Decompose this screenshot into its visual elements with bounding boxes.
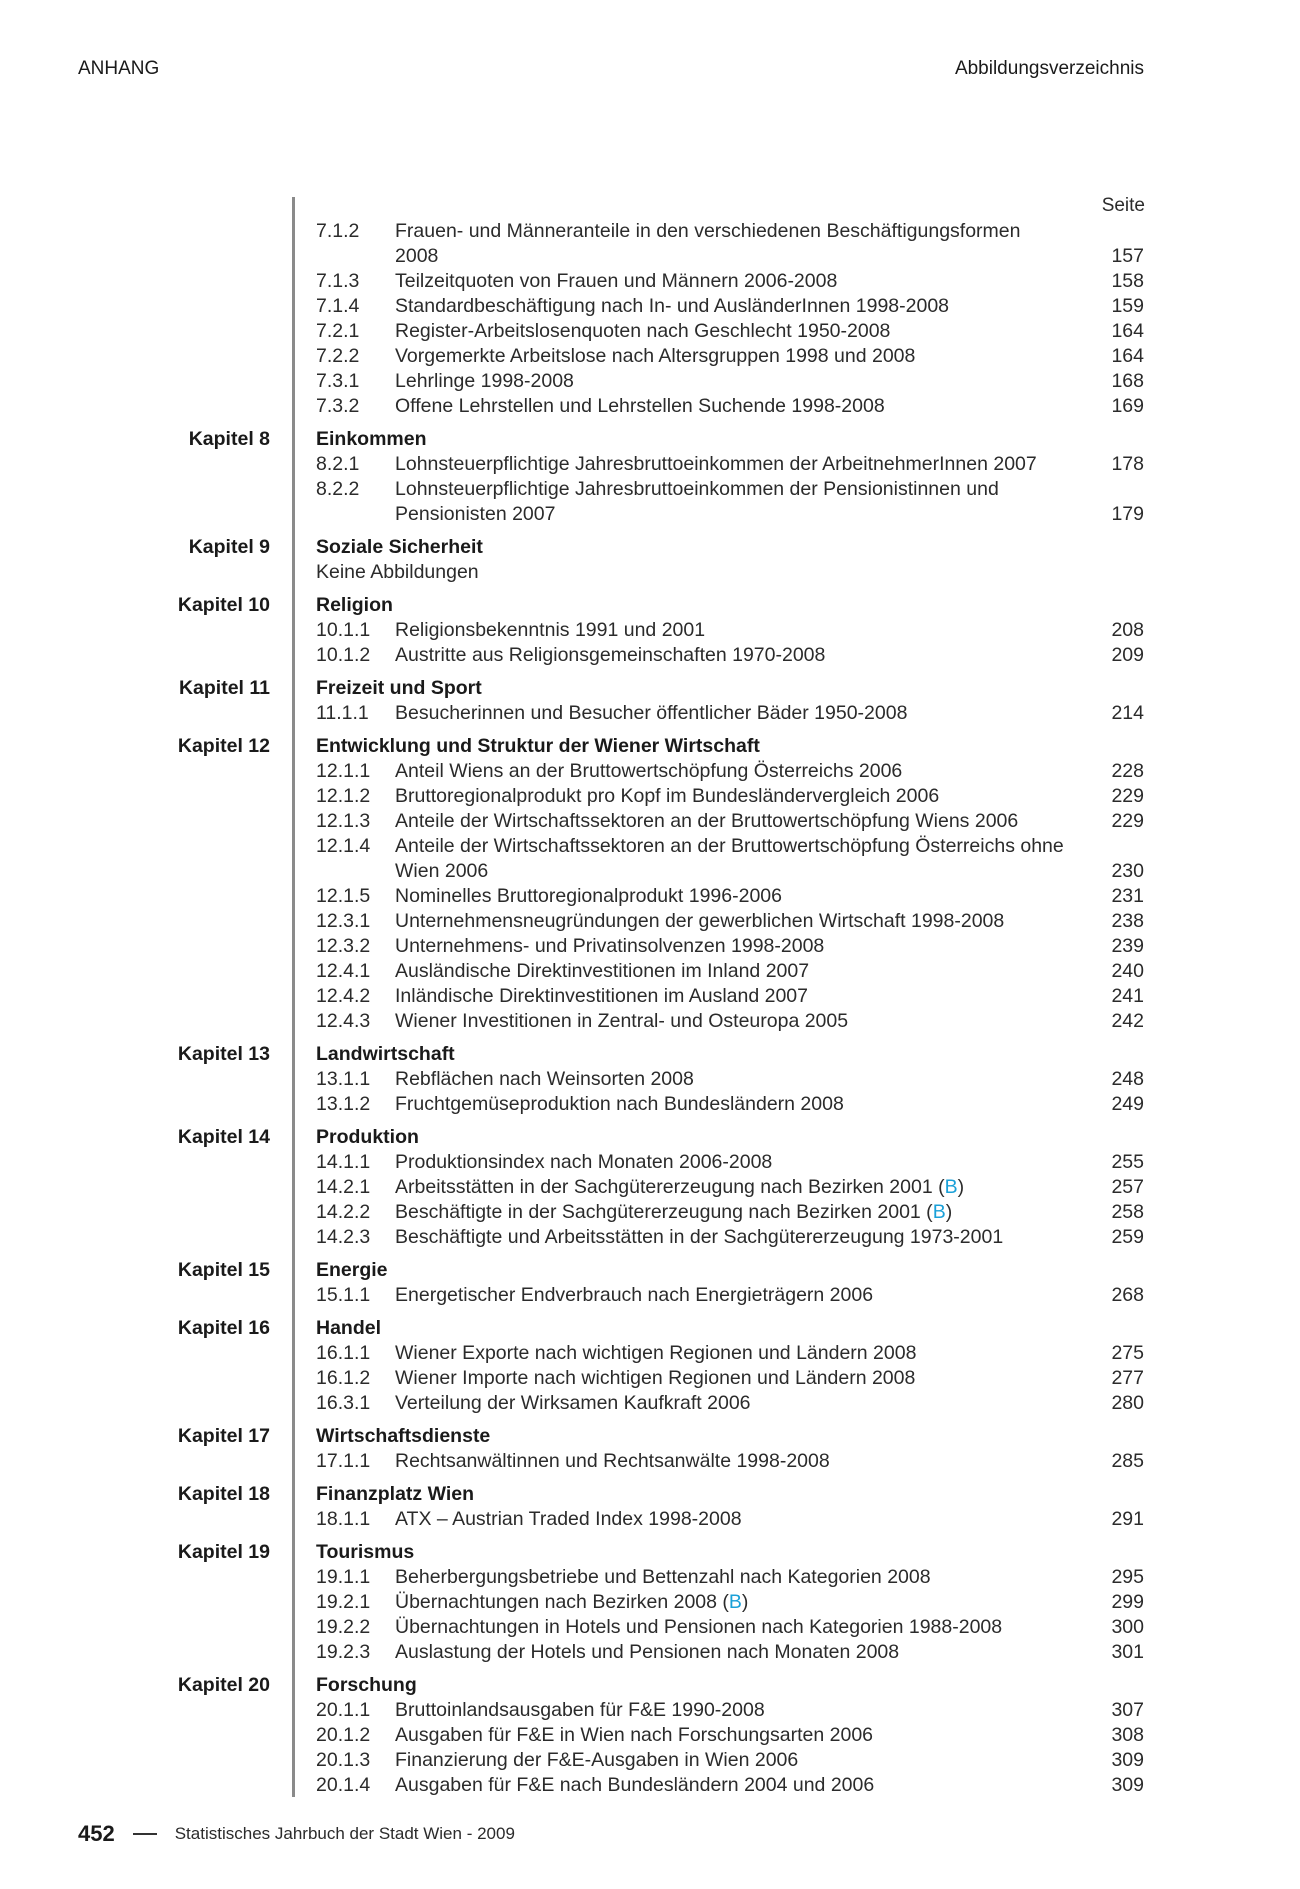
figure-title-suffix: ) bbox=[945, 1201, 953, 1223]
page-ref: 307 bbox=[1111, 1699, 1144, 1721]
figure-title bbox=[395, 1200, 1065, 1225]
figure-title bbox=[395, 219, 1065, 269]
figure-title-text: Vorgemerkte Arbeitslose nach Altersgruppen 1998 und 2008 bbox=[395, 345, 916, 367]
figure-title-text: Wiener Importe nach wichtigen Regionen und Ländern 2008 bbox=[395, 1367, 916, 1389]
chapter-label: Kapitel 10 bbox=[177, 594, 270, 616]
figure-title-text: Finanzierung der F&E-Ausgaben in Wien 2006 bbox=[395, 1749, 799, 1771]
figure-number: 10.1.2 bbox=[316, 644, 371, 666]
chapter-label: Kapitel 9 bbox=[188, 536, 270, 558]
figure-number: 12.4.1 bbox=[316, 960, 371, 982]
chapter-label: Kapitel 18 bbox=[177, 1483, 270, 1505]
figure-entry[interactable] bbox=[0, 759, 1300, 784]
figure-number: 14.2.3 bbox=[316, 1226, 371, 1248]
page-ref: 169 bbox=[1111, 395, 1144, 417]
figure-title-text: Beschäftigte in der Sachgütererzeugung nach Bezirken 2001 ( bbox=[395, 1201, 933, 1223]
figure-title bbox=[395, 1698, 1065, 1723]
figure-title bbox=[395, 1009, 1065, 1034]
figure-title bbox=[395, 809, 1065, 834]
figure-number: 12.1.1 bbox=[316, 760, 371, 782]
chapter-title: Soziale Sicherheit bbox=[316, 536, 483, 558]
chapter-title: Handel bbox=[316, 1317, 382, 1339]
page-ref: 239 bbox=[1111, 935, 1144, 957]
figure-title-text: Beschäftigte und Arbeitsstätten in der Sachgütererzeugung 1973-2001 bbox=[395, 1226, 1004, 1248]
figure-title-text: Austritte aus Religionsgemeinschaften 1970-2008 bbox=[395, 644, 826, 666]
figure-number: 10.1.1 bbox=[316, 619, 371, 641]
figure-number: 14.1.1 bbox=[316, 1151, 371, 1173]
page-ref: 257 bbox=[1111, 1176, 1144, 1198]
figure-number: 7.1.2 bbox=[316, 220, 360, 242]
chapter-section bbox=[0, 1482, 1300, 1532]
page-ref: 229 bbox=[1111, 785, 1144, 807]
figure-entry[interactable] bbox=[0, 219, 1300, 269]
chapter-title: Freizeit und Sport bbox=[316, 677, 482, 699]
figure-number: 12.3.1 bbox=[316, 910, 371, 932]
chapter-section bbox=[0, 427, 1300, 527]
map-marker-link[interactable]: B bbox=[932, 1201, 946, 1223]
figure-title bbox=[395, 1341, 1065, 1366]
figure-number: 7.2.1 bbox=[316, 320, 360, 342]
figure-entry[interactable] bbox=[0, 394, 1300, 419]
page-ref: 208 bbox=[1111, 619, 1144, 641]
figure-title-text: Bruttoinlandsausgaben für F&E 1990-2008 bbox=[395, 1699, 765, 1721]
chapter-label: Kapitel 8 bbox=[188, 428, 270, 450]
figure-entry[interactable] bbox=[0, 269, 1300, 294]
chapter-label: Kapitel 14 bbox=[177, 1126, 270, 1148]
chapter-section bbox=[0, 676, 1300, 726]
page-ref: 209 bbox=[1111, 644, 1144, 666]
figure-entry[interactable] bbox=[0, 618, 1300, 643]
figure-number: 12.1.4 bbox=[316, 835, 371, 857]
chapter-label: Kapitel 11 bbox=[178, 677, 270, 699]
map-marker-link[interactable]: B bbox=[944, 1176, 958, 1198]
figure-entry[interactable] bbox=[0, 984, 1300, 1009]
figure-entry[interactable] bbox=[0, 1366, 1300, 1391]
figure-entry[interactable] bbox=[0, 344, 1300, 369]
chapter-section bbox=[0, 1673, 1300, 1798]
chapter-section bbox=[0, 1540, 1300, 1665]
figure-title-text: Register-Arbeitslosenquoten nach Geschlecht 1950-2008 bbox=[395, 320, 891, 342]
page-ref: 214 bbox=[1111, 702, 1144, 724]
figure-title-text: Standardbeschäftigung nach In- und AusländerInnen 1998-2008 bbox=[395, 295, 950, 317]
figure-entry[interactable] bbox=[0, 1449, 1300, 1474]
figure-number: 7.1.4 bbox=[316, 295, 360, 317]
figure-entry[interactable] bbox=[0, 1590, 1300, 1615]
page-ref: 231 bbox=[1111, 885, 1144, 907]
page-ref: 159 bbox=[1111, 295, 1144, 317]
figure-title-text: Anteile der Wirtschaftssektoren an der Bruttowertschöpfung Österreichs ohne Wien 2006 bbox=[395, 835, 1064, 882]
chapter-section bbox=[0, 1424, 1300, 1474]
figure-title-text: ATX – Austrian Traded Index 1998-2008 bbox=[395, 1508, 742, 1530]
figure-number: 18.1.1 bbox=[316, 1508, 371, 1530]
figure-title bbox=[395, 452, 1065, 477]
figure-title bbox=[395, 784, 1065, 809]
figure-number: 7.2.2 bbox=[316, 345, 360, 367]
figure-title bbox=[395, 618, 1065, 643]
figure-title-text: Bruttoregionalprodukt pro Kopf im Bundesländervergleich 2006 bbox=[395, 785, 940, 807]
publication-title: Statistisches Jahrbuch der Stadt Wien - 2009 bbox=[174, 1824, 515, 1843]
figure-number: 19.2.3 bbox=[316, 1641, 371, 1663]
page-ref: 179 bbox=[1111, 503, 1144, 525]
page-ref: 280 bbox=[1111, 1392, 1144, 1414]
figure-title-text: Energetischer Endverbrauch nach Energieträgern 2006 bbox=[395, 1284, 874, 1306]
figure-title bbox=[395, 1640, 1065, 1665]
figure-entry[interactable] bbox=[0, 294, 1300, 319]
figure-title-text: Produktionsindex nach Monaten 2006-2008 bbox=[395, 1151, 773, 1173]
figure-number: 16.1.1 bbox=[316, 1342, 371, 1364]
figure-title bbox=[395, 1283, 1065, 1308]
page-footer bbox=[78, 1821, 515, 1847]
figure-entry[interactable] bbox=[0, 1391, 1300, 1416]
figure-title-suffix: ) bbox=[741, 1591, 749, 1613]
page-ref: 291 bbox=[1111, 1508, 1144, 1530]
figure-title-text: Ausgaben für F&E in Wien nach Forschungsarten 2006 bbox=[395, 1724, 874, 1746]
figure-title bbox=[395, 1391, 1065, 1416]
figure-title-text: Wiener Investitionen in Zentral- und Osteuropa 2005 bbox=[395, 1010, 849, 1032]
figure-title bbox=[395, 834, 1065, 884]
figure-title bbox=[395, 269, 1065, 294]
figure-title bbox=[395, 759, 1065, 784]
figure-title bbox=[395, 319, 1065, 344]
page-ref: 255 bbox=[1111, 1151, 1144, 1173]
figure-title bbox=[395, 1723, 1065, 1748]
figure-title-text: Rechtsanwältinnen und Rechtsanwälte 1998-2008 bbox=[395, 1450, 830, 1472]
figure-title-text: Ausländische Direktinvestitionen im Inland 2007 bbox=[395, 960, 810, 982]
page-ref: 285 bbox=[1111, 1450, 1144, 1472]
figure-title-text: Übernachtungen in Hotels und Pensionen nach Kategorien 1988-2008 bbox=[395, 1616, 1003, 1638]
figure-entry[interactable] bbox=[0, 834, 1300, 884]
figure-entry[interactable] bbox=[0, 1565, 1300, 1590]
running-header-right: Abbildungsverzeichnis bbox=[954, 58, 1144, 79]
figure-title-text: Wiener Exporte nach wichtigen Regionen und Ländern 2008 bbox=[395, 1342, 917, 1364]
figure-title bbox=[395, 344, 1065, 369]
figure-number: 7.3.2 bbox=[316, 395, 360, 417]
figure-title-text: Anteile der Wirtschaftssektoren an der Bruttowertschöpfung Wiens 2006 bbox=[395, 810, 1019, 832]
figure-number: 20.1.2 bbox=[316, 1724, 371, 1746]
chapter-title: Entwicklung und Struktur der Wiener Wirtschaft bbox=[316, 735, 760, 757]
figure-entry[interactable] bbox=[0, 477, 1300, 527]
figure-title-suffix: ) bbox=[957, 1176, 965, 1198]
figure-title bbox=[395, 1748, 1065, 1773]
figure-entry[interactable] bbox=[0, 1225, 1300, 1250]
figure-title-text: Religionsbekenntnis 1991 und 2001 bbox=[395, 619, 706, 641]
figure-title bbox=[395, 1449, 1065, 1474]
figure-entry[interactable] bbox=[0, 784, 1300, 809]
figure-number: 15.1.1 bbox=[316, 1284, 371, 1306]
figure-entry[interactable] bbox=[0, 909, 1300, 934]
page-ref: 295 bbox=[1111, 1566, 1144, 1588]
figure-entry[interactable] bbox=[0, 1640, 1300, 1665]
figure-number: 12.4.3 bbox=[316, 1010, 371, 1032]
figure-number: 19.2.2 bbox=[316, 1616, 371, 1638]
figure-number: 14.2.2 bbox=[316, 1201, 371, 1223]
figure-number: 20.1.3 bbox=[316, 1749, 371, 1771]
figure-entry[interactable] bbox=[0, 452, 1300, 477]
page-ref: 242 bbox=[1111, 1010, 1144, 1032]
figure-title bbox=[395, 1507, 1065, 1532]
page-ref: 157 bbox=[1111, 245, 1144, 267]
figure-entry[interactable] bbox=[0, 1200, 1300, 1225]
figure-title bbox=[395, 959, 1065, 984]
page-ref: 309 bbox=[1111, 1749, 1144, 1771]
figure-number: 13.1.1 bbox=[316, 1068, 371, 1090]
chapter-label: Kapitel 12 bbox=[177, 735, 270, 757]
figure-number: 16.1.2 bbox=[316, 1367, 371, 1389]
page-ref: 268 bbox=[1111, 1284, 1144, 1306]
page-ref: 240 bbox=[1111, 960, 1144, 982]
page-ref: 249 bbox=[1111, 1093, 1144, 1115]
figure-index bbox=[0, 219, 1300, 1806]
figure-title bbox=[395, 1615, 1065, 1640]
figure-number: 12.1.5 bbox=[316, 885, 371, 907]
figure-title-text: Teilzeitquoten von Frauen und Männern 2006-2008 bbox=[395, 270, 838, 292]
figure-title-text: Übernachtungen nach Bezirken 2008 ( bbox=[395, 1591, 729, 1613]
figure-number: 17.1.1 bbox=[316, 1450, 371, 1472]
figure-number: 7.3.1 bbox=[316, 370, 360, 392]
chapter-title: Produktion bbox=[316, 1126, 419, 1148]
figure-entry[interactable] bbox=[0, 701, 1300, 726]
figure-title-text: Unternehmensneugründungen der gewerblichen Wirtschaft 1998-2008 bbox=[395, 910, 1005, 932]
chapter-title: Einkommen bbox=[316, 428, 427, 450]
figure-title bbox=[395, 934, 1065, 959]
chapter-title: Forschung bbox=[316, 1674, 417, 1696]
figure-title bbox=[395, 294, 1065, 319]
page-ref: 258 bbox=[1111, 1201, 1144, 1223]
chapter-section bbox=[0, 535, 1300, 585]
chapter-title: Energie bbox=[316, 1259, 388, 1281]
figure-title bbox=[395, 984, 1065, 1009]
page-ref: 168 bbox=[1111, 370, 1144, 392]
page-ref: 228 bbox=[1111, 760, 1144, 782]
figure-entry[interactable] bbox=[0, 1067, 1300, 1092]
figure-title-text: Offene Lehrstellen und Lehrstellen Suchende 1998-2008 bbox=[395, 395, 885, 417]
page-ref: 178 bbox=[1111, 453, 1144, 475]
page-ref: 238 bbox=[1111, 910, 1144, 932]
page-ref: 299 bbox=[1111, 1591, 1144, 1613]
figure-title bbox=[395, 369, 1065, 394]
chapter-section bbox=[0, 219, 1300, 419]
figure-title bbox=[395, 701, 1065, 726]
figure-title-text: Beherbergungsbetriebe und Bettenzahl nach Kategorien 2008 bbox=[395, 1566, 931, 1588]
figure-entry[interactable] bbox=[0, 1698, 1300, 1723]
figure-title-text: Anteil Wiens an der Bruttowertschöpfung Österreichs 2006 bbox=[395, 760, 903, 782]
figure-title bbox=[395, 1773, 1065, 1798]
chapter-section bbox=[0, 1316, 1300, 1416]
figure-entry[interactable] bbox=[0, 1092, 1300, 1117]
chapter-title: Religion bbox=[316, 594, 393, 616]
figure-title bbox=[395, 1590, 1065, 1615]
figure-title-text: Arbeitsstätten in der Sachgütererzeugung nach Bezirken 2001 ( bbox=[395, 1176, 945, 1198]
figure-number: 13.1.2 bbox=[316, 1093, 371, 1115]
chapter-section bbox=[0, 593, 1300, 668]
figure-entry[interactable] bbox=[0, 934, 1300, 959]
figure-title-text: Unternehmens- und Privatinsolvenzen 1998-2008 bbox=[395, 935, 825, 957]
figure-entry[interactable] bbox=[0, 319, 1300, 344]
figure-number: 20.1.4 bbox=[316, 1774, 371, 1796]
figure-number: 19.1.1 bbox=[316, 1566, 371, 1588]
figure-number: 12.3.2 bbox=[316, 935, 371, 957]
figure-entry[interactable] bbox=[0, 1175, 1300, 1200]
figure-title-text: Verteilung der Wirksamen Kaufkraft 2006 bbox=[395, 1392, 751, 1414]
figure-number: 16.3.1 bbox=[316, 1392, 371, 1414]
figure-entry[interactable] bbox=[0, 1748, 1300, 1773]
page-ref: 300 bbox=[1111, 1616, 1144, 1638]
figure-title bbox=[395, 394, 1065, 419]
page-ref: 164 bbox=[1111, 320, 1144, 342]
figure-title-text: Nominelles Bruttoregionalprodukt 1996-2006 bbox=[395, 885, 782, 907]
figure-title bbox=[395, 477, 1065, 527]
figure-title bbox=[395, 1175, 1065, 1200]
chapter-label: Kapitel 15 bbox=[177, 1259, 270, 1281]
chapter-label: Kapitel 19 bbox=[177, 1541, 270, 1563]
figure-title bbox=[395, 1565, 1065, 1590]
figure-number: 7.1.3 bbox=[316, 270, 360, 292]
page-ref: 259 bbox=[1111, 1226, 1144, 1248]
chapter-label: Kapitel 16 bbox=[177, 1317, 270, 1339]
chapter-section bbox=[0, 734, 1300, 1034]
chapter-section bbox=[0, 1258, 1300, 1308]
figure-title-text: Besucherinnen und Besucher öffentlicher Bäder 1950-2008 bbox=[395, 702, 908, 724]
figure-number: 12.4.2 bbox=[316, 985, 371, 1007]
chapter-note: Keine Abbildungen bbox=[316, 561, 479, 583]
figure-entry[interactable] bbox=[0, 1723, 1300, 1748]
figure-title-text: Frauen- und Männeranteile in den verschiedenen Beschäftigungsformen 2008 bbox=[395, 220, 1021, 267]
figure-entry[interactable] bbox=[0, 1009, 1300, 1034]
figure-title bbox=[395, 1092, 1065, 1117]
chapter-label: Kapitel 13 bbox=[177, 1043, 270, 1065]
running-header-left: ANHANG bbox=[78, 58, 160, 79]
figure-title bbox=[395, 884, 1065, 909]
figure-entry[interactable] bbox=[0, 369, 1300, 394]
figure-entry[interactable] bbox=[0, 1341, 1300, 1366]
figure-title-text: Auslastung der Hotels und Pensionen nach Monaten 2008 bbox=[395, 1641, 900, 1663]
figure-title bbox=[395, 1067, 1065, 1092]
chapter-title: Wirtschaftsdienste bbox=[316, 1425, 491, 1447]
chapter-title: Finanzplatz Wien bbox=[316, 1483, 474, 1505]
page-ref: 277 bbox=[1111, 1367, 1144, 1389]
figure-title bbox=[395, 1366, 1065, 1391]
figure-title-text: Inländische Direktinvestitionen im Ausland 2007 bbox=[395, 985, 808, 1007]
page-ref: 308 bbox=[1111, 1724, 1144, 1746]
page-number: 452 bbox=[78, 1821, 115, 1846]
figure-entry[interactable] bbox=[0, 809, 1300, 834]
chapter-section bbox=[0, 1042, 1300, 1117]
figure-title-text: Lohnsteuerpflichtige Jahresbruttoeinkommen der ArbeitnehmerInnen 2007 bbox=[395, 453, 1037, 475]
figure-entry[interactable] bbox=[0, 1773, 1300, 1798]
chapter-section bbox=[0, 1125, 1300, 1250]
chapter-title: Tourismus bbox=[316, 1541, 415, 1563]
figure-entry[interactable] bbox=[0, 1615, 1300, 1640]
figure-title-text: Fruchtgemüseproduktion nach Bundesländern 2008 bbox=[395, 1093, 844, 1115]
page-column-header: Seite bbox=[1101, 195, 1145, 216]
figure-title-text: Ausgaben für F&E nach Bundesländern 2004 und 2006 bbox=[395, 1774, 875, 1796]
page-ref: 301 bbox=[1111, 1641, 1144, 1663]
figure-number: 8.2.1 bbox=[316, 453, 360, 475]
figure-title-text: Lehrlinge 1998-2008 bbox=[395, 370, 574, 392]
figure-entry[interactable] bbox=[0, 884, 1300, 909]
figure-number: 11.1.1 bbox=[316, 702, 369, 724]
figure-title bbox=[395, 1150, 1065, 1175]
page-ref: 230 bbox=[1111, 860, 1144, 882]
page-ref: 275 bbox=[1111, 1342, 1144, 1364]
figure-title-text: Rebflächen nach Weinsorten 2008 bbox=[395, 1068, 694, 1090]
figure-number: 12.1.2 bbox=[316, 785, 371, 807]
figure-title bbox=[395, 1225, 1065, 1250]
figure-title-text: Lohnsteuerpflichtige Jahresbruttoeinkommen der Pensionistinnen und Pensionisten 2007 bbox=[395, 478, 999, 525]
page-ref: 309 bbox=[1111, 1774, 1144, 1796]
figure-number: 20.1.1 bbox=[316, 1699, 371, 1721]
page-ref: 158 bbox=[1111, 270, 1144, 292]
figure-number: 19.2.1 bbox=[316, 1591, 371, 1613]
figure-title bbox=[395, 643, 1065, 668]
chapter-title: Landwirtschaft bbox=[316, 1043, 455, 1065]
page-ref: 164 bbox=[1111, 345, 1144, 367]
figure-entry[interactable] bbox=[0, 959, 1300, 984]
page-ref: 241 bbox=[1111, 985, 1144, 1007]
map-marker-link[interactable]: B bbox=[728, 1591, 742, 1613]
figure-number: 14.2.1 bbox=[316, 1176, 371, 1198]
figure-entry[interactable] bbox=[0, 1507, 1300, 1532]
figure-entry[interactable] bbox=[0, 1283, 1300, 1308]
figure-title bbox=[395, 909, 1065, 934]
page-ref: 229 bbox=[1111, 810, 1144, 832]
chapter-label: Kapitel 20 bbox=[177, 1674, 270, 1696]
figure-number: 8.2.2 bbox=[316, 478, 360, 500]
figure-number: 12.1.3 bbox=[316, 810, 371, 832]
figure-entry[interactable] bbox=[0, 1150, 1300, 1175]
footer-dash bbox=[133, 1833, 157, 1835]
page-ref: 248 bbox=[1111, 1068, 1144, 1090]
figure-entry[interactable] bbox=[0, 643, 1300, 668]
chapter-label: Kapitel 17 bbox=[177, 1425, 270, 1447]
